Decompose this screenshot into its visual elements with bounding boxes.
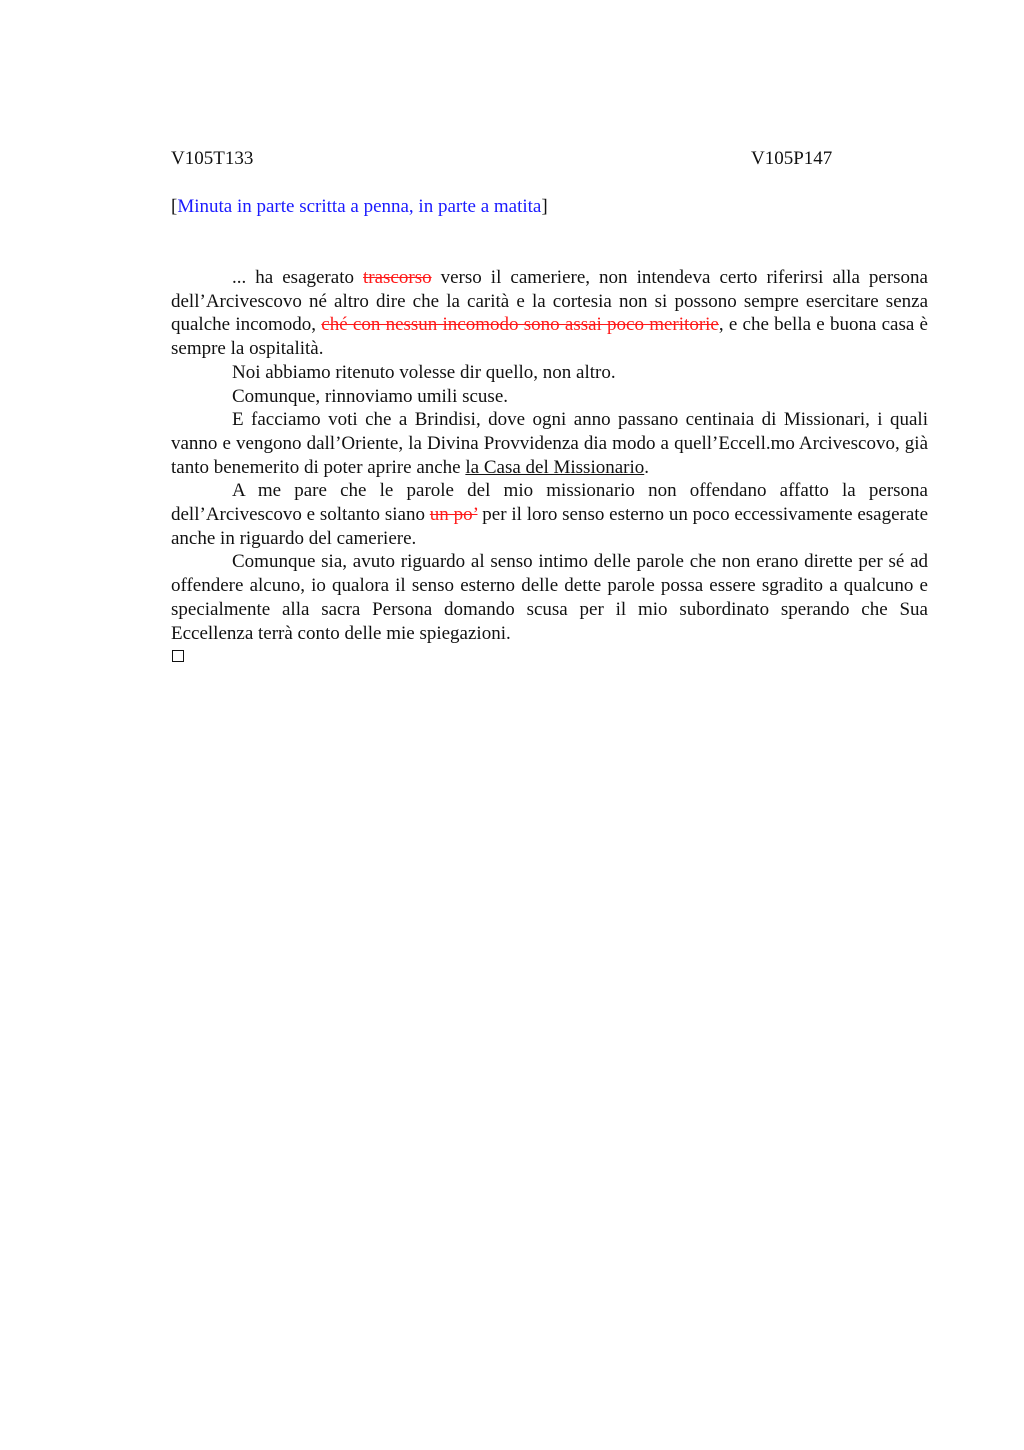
text-span: ... ha esagerato <box>232 267 363 288</box>
volume-page-code: V105P147 <box>751 148 833 169</box>
deleted-text: ché con nessun incomodo sono assai poco meritorie <box>321 314 719 336</box>
editorial-note <box>171 195 548 219</box>
paragraph-6: Comunque sia, avuto riguardo al senso intimo delle parole che non erano dirette per sé ad offendere alcuno, io qualora il senso esterno delle dette parole possa essere sgradito a qualcuno e specialmente alla sacra Persona domando scusa per il mio subordinato sperando che Sua Eccellenza terrà conto delle mie spiegazioni. <box>171 551 928 644</box>
text-span: verso il cameriere, non intendeva certo riferirsi alla persona dell’Arcivescovo né altro dire che la carità e la cortesia non si possono sempre esercitare senza qualche incomodo, <box>171 267 928 336</box>
letter-body <box>171 266 928 645</box>
underlined-text: la Casa del Missionario <box>465 456 645 478</box>
text-span: , e che bella e buona casa è sempre la ospitalità. <box>171 314 928 360</box>
note-close-bracket: ] <box>541 196 548 217</box>
paragraph-3: Comunque, rinnoviamo umili scuse. <box>232 385 509 407</box>
paragraph-4 <box>171 408 928 479</box>
volume-text-code: V105T133 <box>171 148 254 169</box>
note-text: Minuta in parte scritta a penna, in parte a matita <box>177 196 542 217</box>
paragraph-2: Noi abbiamo ritenuto volesse dir quello, non altro. <box>232 361 616 383</box>
empty-square-icon <box>172 650 184 662</box>
text-span: per il loro senso esterno un poco eccessivamente esagerate anche in riguardo del cameriere. <box>171 504 928 549</box>
paragraph-5 <box>171 479 928 550</box>
text-span: A me pare che le parole del mio missionario non offendano affatto la persona dell’Arcivescovo e soltanto siano <box>171 480 928 526</box>
deleted-text: trascorso <box>363 267 432 288</box>
text-span: E facciamo voti che a Brindisi, dove ogni anno passano centinaia di Missionari, i quali vanno e vengono dall’Oriente, la Divina Provvidenza dia modo a quell’Eccell.mo Arcivescovo, già tanto benemerito di poter aprire anche <box>171 409 928 478</box>
document-header <box>171 147 928 171</box>
paragraph-1 <box>171 266 928 361</box>
deleted-text: un po’ <box>429 504 478 526</box>
text-span: . <box>644 456 650 478</box>
note-open-bracket: [ <box>171 196 178 217</box>
